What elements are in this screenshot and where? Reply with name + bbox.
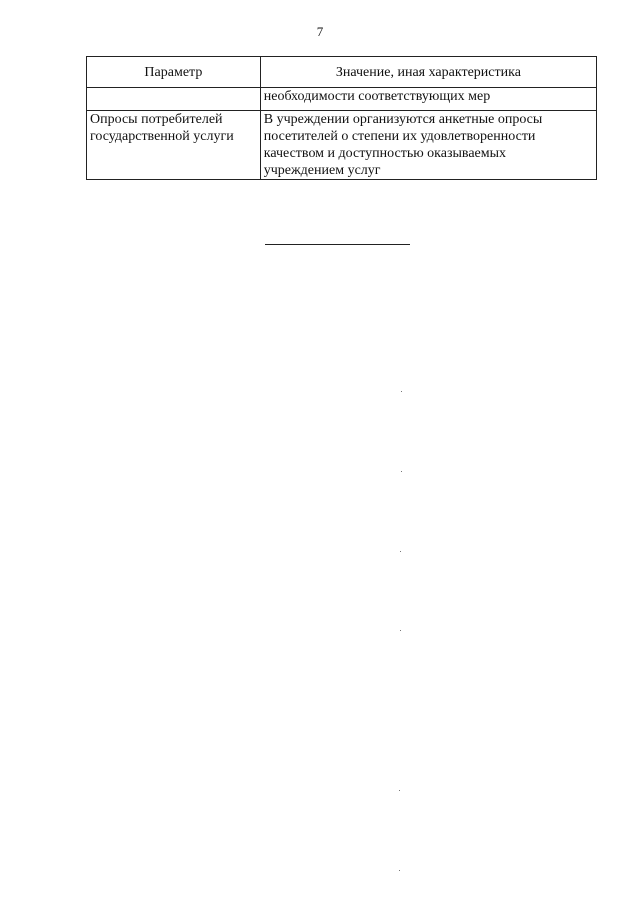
cell-line: учреждением услуг bbox=[263, 163, 381, 178]
scan-speck bbox=[401, 391, 402, 392]
cell-value bbox=[260, 111, 596, 180]
cell-parameter bbox=[87, 88, 261, 111]
cell-line: государственной услуги bbox=[90, 129, 234, 144]
scan-speck bbox=[399, 790, 400, 791]
header-value: Значение, иная характеристика bbox=[260, 57, 596, 88]
cell-parameter bbox=[87, 111, 261, 180]
cell-line: В учреждении организуются анкетные опросы bbox=[263, 112, 543, 127]
end-of-document-rule bbox=[265, 244, 410, 245]
parameters-table bbox=[86, 56, 597, 180]
table-row bbox=[87, 111, 597, 180]
cell-line: качеством и доступностью оказываемых bbox=[263, 146, 507, 161]
table-header-row bbox=[87, 57, 597, 88]
scan-speck bbox=[399, 870, 400, 871]
cell-value: необходимости соответствующих мер bbox=[260, 88, 596, 111]
scan-speck bbox=[400, 630, 401, 631]
header-parameter: Параметр bbox=[87, 57, 261, 88]
table-row bbox=[87, 88, 597, 111]
cell-line: Опросы потребителей bbox=[90, 112, 223, 127]
page-number: 7 bbox=[316, 24, 324, 39]
scan-speck bbox=[400, 551, 401, 552]
scan-speck bbox=[401, 471, 402, 472]
cell-line: посетителей о степени их удовлетворенности bbox=[263, 129, 536, 144]
